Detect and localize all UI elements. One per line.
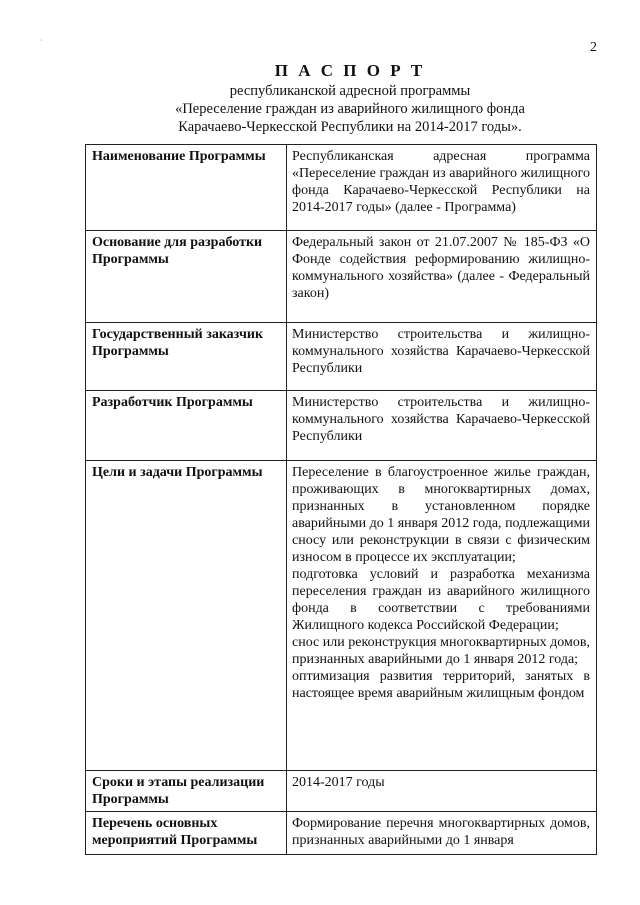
value-text: 2014-2017 годы bbox=[292, 775, 385, 790]
row-value bbox=[287, 323, 597, 391]
document-title: П А С П О Р Т bbox=[274, 61, 426, 80]
value-text: оптимизация развития территорий, занятых в настоящее время аварийным жилищным фондом bbox=[292, 669, 590, 701]
row-label: Наименование Программы bbox=[86, 145, 287, 231]
value-text: Федеральный закон от 21.07.2007 № 185-ФЗ «О Фонде содействия реформированию жилищно-коммунального хозяйства» (далее - Федеральный закон) bbox=[292, 235, 590, 301]
scan-mark: · bbox=[40, 36, 43, 45]
value-text: Министерство строительства и жилищно-коммунального хозяйства Карачаево-Черкесской Республики bbox=[292, 327, 590, 376]
row-label: Государственный заказчик Программы bbox=[86, 323, 287, 391]
value-text: Министерство строительства и жилищно-коммунального хозяйства Карачаево-Черкесской Республики bbox=[292, 395, 590, 444]
value-text: снос или реконструкция многоквартирных домов, признанных аварийными до 1 января 2012 года; bbox=[292, 635, 590, 667]
table-row bbox=[86, 391, 597, 461]
table-row bbox=[86, 771, 597, 812]
row-value bbox=[287, 771, 597, 812]
passport-table bbox=[85, 144, 597, 855]
table-row bbox=[86, 145, 597, 231]
row-label-text: Перечень основных мероприятий Программы bbox=[92, 816, 258, 848]
row-value bbox=[287, 391, 597, 461]
value-text: Республиканская адресная программа «Переселение граждан из аварийного жилищного фонда Карачаево-Черкесской Республики на 2014-2017 годы» (далее - Программа) bbox=[292, 149, 590, 215]
subtitle-line: «Переселение граждан из аварийного жилищного фонда bbox=[175, 101, 525, 117]
row-label: Разработчик Программы bbox=[86, 391, 287, 461]
subtitle-line: республиканской адресной программы bbox=[229, 83, 471, 99]
page-number: 2 bbox=[590, 40, 597, 55]
table-row bbox=[86, 812, 597, 855]
row-label: Сроки и этапы реализации Программы bbox=[86, 771, 287, 812]
document-header bbox=[100, 60, 600, 136]
value-text: Переселение в благоустроенное жилье граждан, проживающих в многоквартирных домах, признанных в установленном порядке аварийными до 1 января 2012 года, подлежащими сносу или реконструкции в связи с физическим износом в процессе их эксплуатации; bbox=[292, 465, 590, 565]
row-value bbox=[287, 461, 597, 771]
value-text: подготовка условий и разработка механизма переселения граждан из аварийного жилищного фонда в соответствии с требованиями Жилищного кодекса Российской Федерации; bbox=[292, 567, 590, 633]
table-row bbox=[86, 461, 597, 771]
row-label: Основание для разработки Программы bbox=[86, 231, 287, 323]
row-value bbox=[287, 812, 597, 855]
table-row bbox=[86, 231, 597, 323]
row-label: Цели и задачи Программы bbox=[86, 461, 287, 771]
table-row bbox=[86, 323, 597, 391]
row-label bbox=[86, 812, 287, 855]
row-value bbox=[287, 231, 597, 323]
row-value bbox=[287, 145, 597, 231]
value-text: Формирование перечня многоквартирных домов, признанных аварийными до 1 января bbox=[292, 816, 590, 848]
subtitle-line: Карачаево-Черкесской Республики на 2014-2017 годы». bbox=[178, 119, 522, 135]
